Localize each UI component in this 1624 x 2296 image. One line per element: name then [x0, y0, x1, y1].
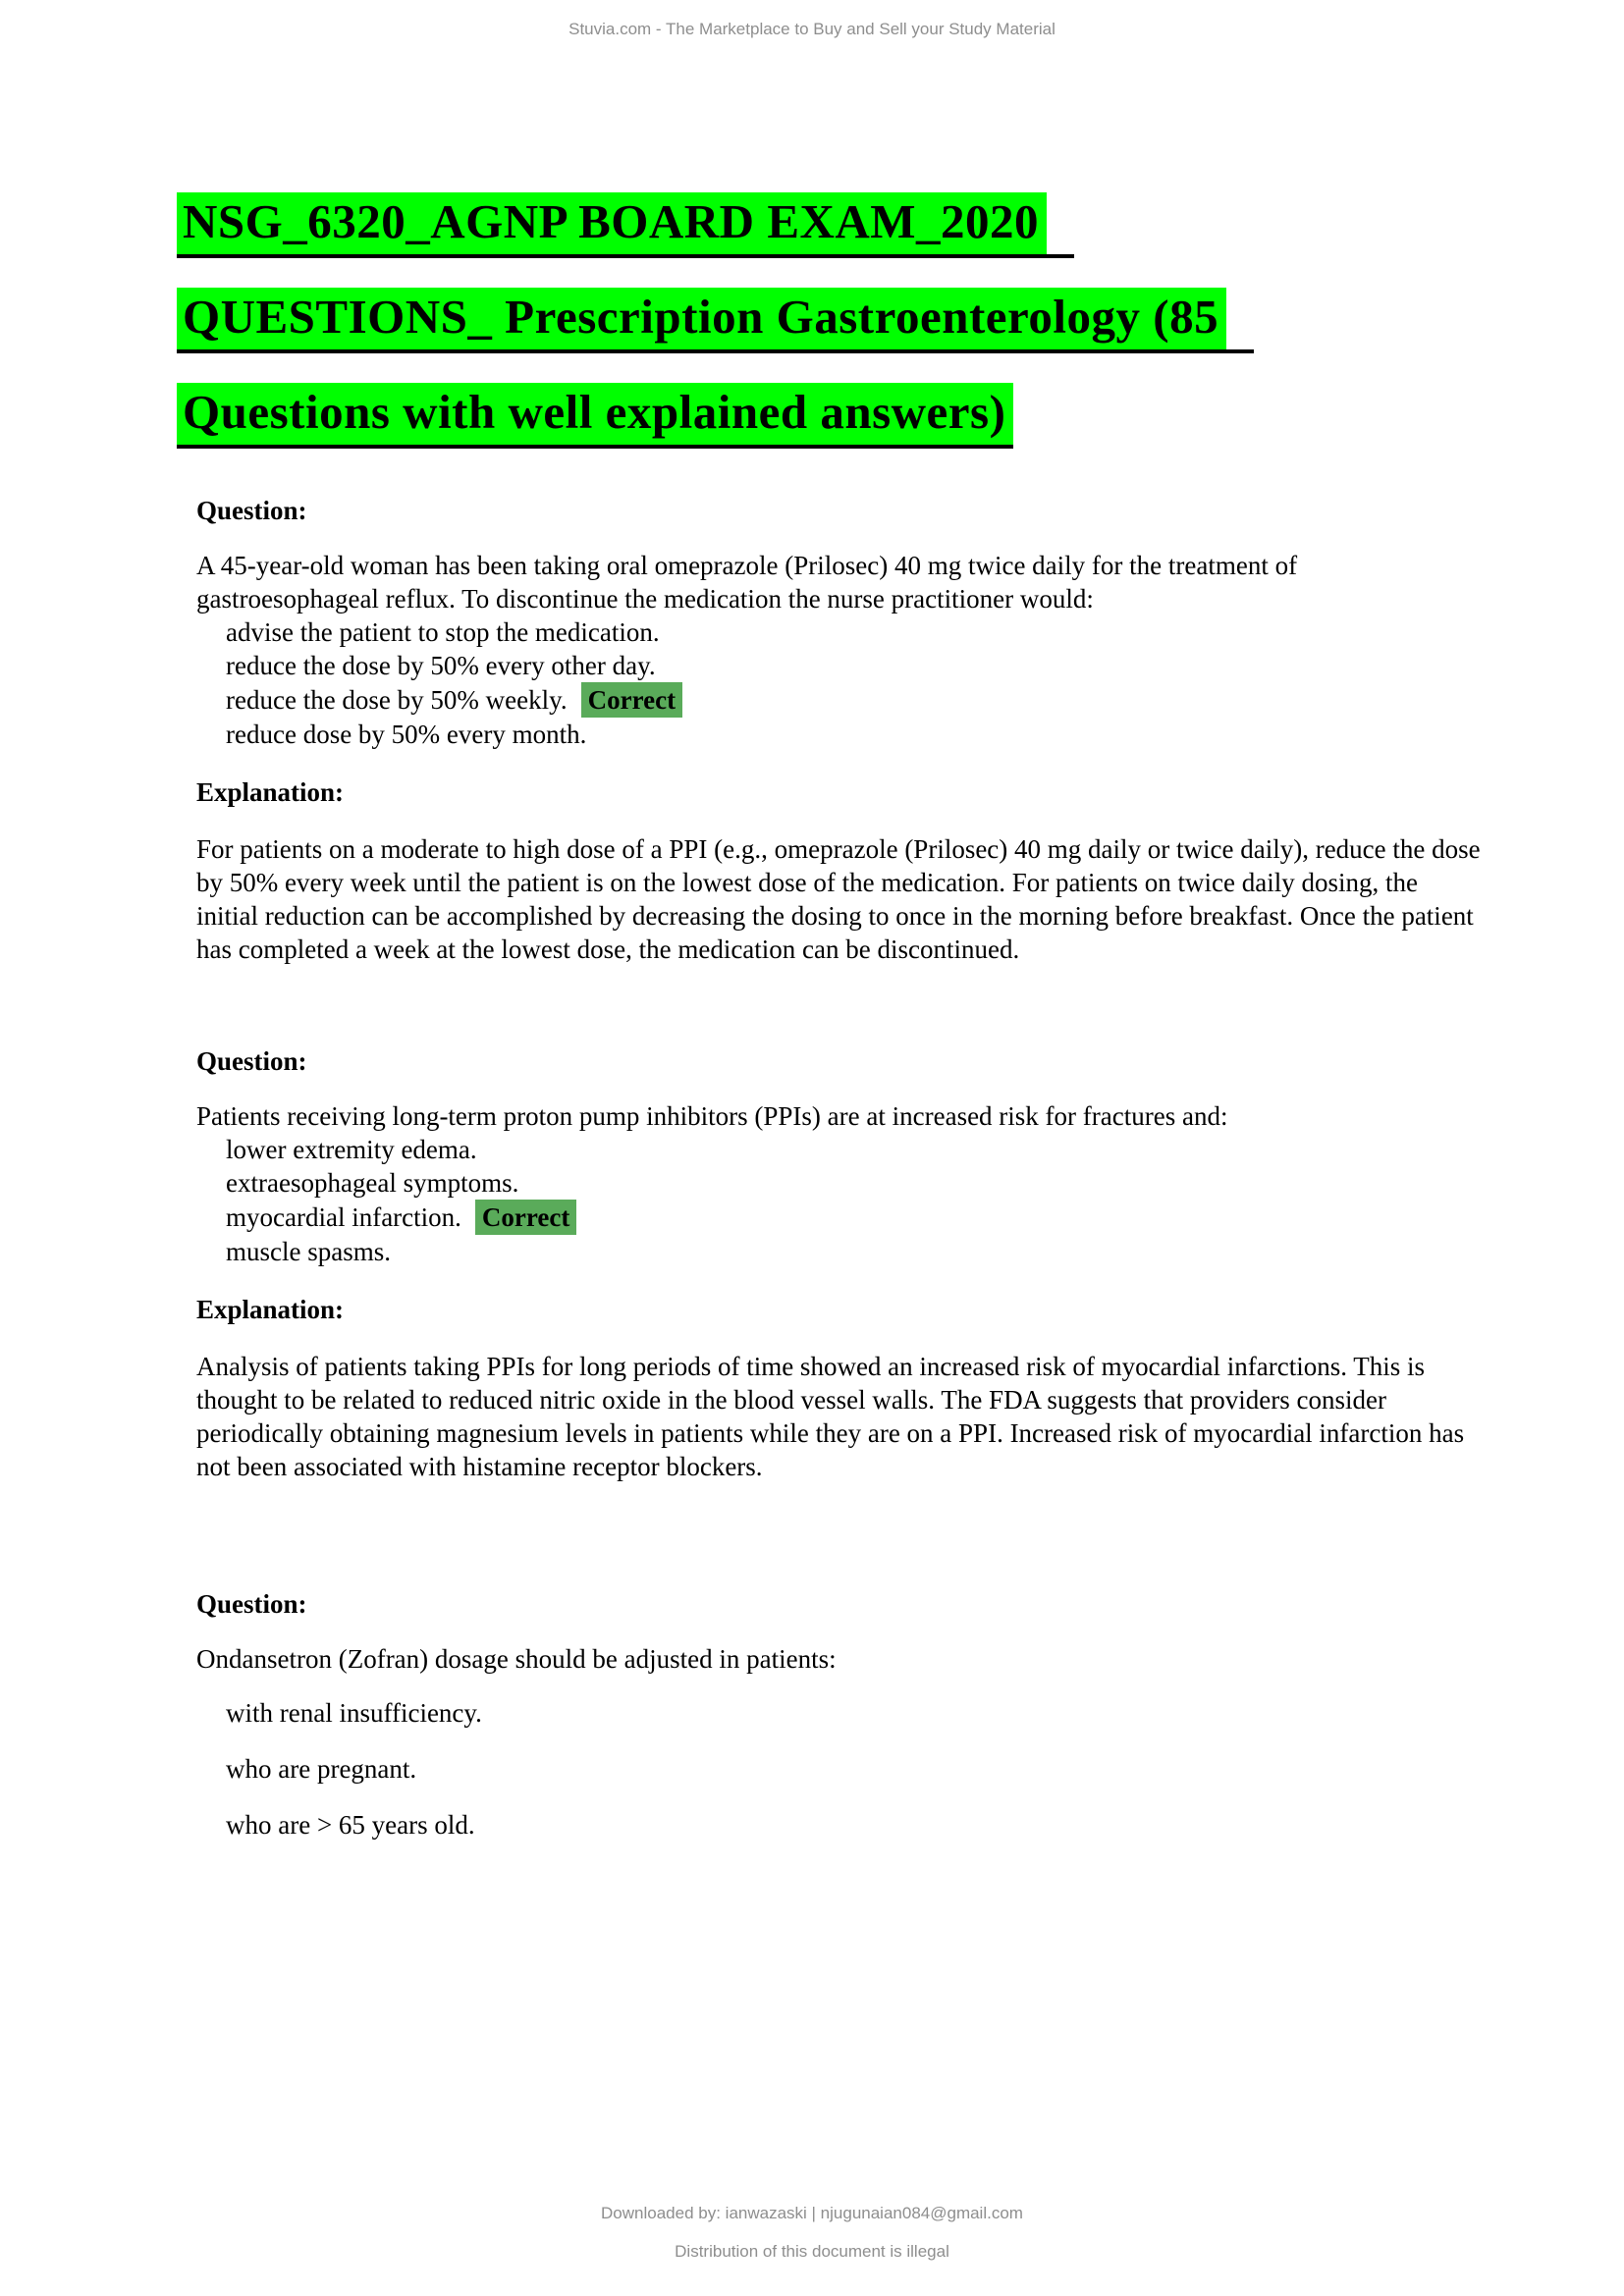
- correct-badge: Correct: [475, 1200, 576, 1235]
- answer-option-text: lower extremity edema.: [226, 1135, 477, 1164]
- answer-option: [226, 1235, 1481, 1268]
- answer-option-text: reduce the dose by 50% weekly.: [226, 685, 568, 715]
- answer-option-text: advise the patient to stop the medication.: [226, 617, 660, 647]
- question-prompt: A 45-year-old woman has been taking oral omeprazole (Prilosec) 40 mg twice daily for the treatment of gastroesophageal reflux. To discontinue the medication the nurse practitioner would:: [196, 551, 1298, 614]
- footer-distribution-notice: Distribution of this document is illegal: [675, 2242, 949, 2261]
- answer-option: [226, 718, 1481, 751]
- answer-options: [196, 615, 1481, 751]
- answer-option: [226, 1808, 1481, 1842]
- title-line: [177, 383, 1013, 449]
- answer-option-text: reduce the dose by 50% every other day.: [226, 651, 656, 680]
- answer-option: [226, 1133, 1481, 1166]
- title-line-3-text: Questions with well explained answers): [177, 383, 1013, 449]
- title-line: [177, 192, 1074, 258]
- title-underline-tail: [1047, 192, 1074, 258]
- answer-option-text: extraesophageal symptoms.: [226, 1168, 519, 1198]
- document-title: [177, 192, 1481, 449]
- answer-option-text: muscle spasms.: [226, 1237, 391, 1266]
- answer-option: [226, 1166, 1481, 1200]
- answer-option-text: who are > 65 years old.: [226, 1810, 475, 1840]
- explanation-text: For patients on a moderate to high dose of a PPI (e.g., omeprazole (Prilosec) 40 mg daily or twice daily), reduce the dose by 50% every week until the patient is on the lowest dose of the medication. For patients on twice daily dosing, the initial reduction can be accomplished by decreasing the dosing to once in the morning before breakfast. Once the patient has completed a week at the lowest dose, the medication can be discontinued.: [196, 834, 1481, 964]
- answer-option: [226, 615, 1481, 649]
- title-underline-tail: [1226, 288, 1254, 353]
- title-line-1-text: NSG_6320_AGNP BOARD EXAM_2020: [177, 192, 1047, 258]
- header-text: Stuvia.com - The Marketplace to Buy and Sell your Study Material: [568, 20, 1056, 38]
- question-prompt: Patients receiving long-term proton pump inhibitors (PPIs) are at increased risk for fractures and:: [196, 1101, 1228, 1131]
- document-content: [183, 192, 1481, 1866]
- explanation-text: Analysis of patients taking PPIs for long periods of time showed an increased risk of myocardial infarctions. This is thought to be related to reduced nitric oxide in the blood vessel walls. The FDA suggests that providers consider periodically obtaining magnesium levels in patients while they are on a PPI. Increased risk of myocardial infarction has not been associated with histamine receptor blockers.: [196, 1352, 1465, 1481]
- explanation-label: Explanation:: [196, 1295, 345, 1324]
- title-line-2-text: QUESTIONS_ Prescription Gastroenterology (85: [177, 288, 1226, 353]
- answer-options: [196, 1133, 1481, 1268]
- answer-option: [226, 682, 1481, 718]
- answer-option-text: who are pregnant.: [226, 1754, 417, 1784]
- question-label: Question:: [196, 496, 307, 525]
- answer-option-text: myocardial infarction.: [226, 1202, 461, 1232]
- question-prompt: Ondansetron (Zofran) dosage should be adjusted in patients:: [196, 1644, 837, 1674]
- answer-option: [226, 1696, 1481, 1730]
- title-line: [177, 288, 1254, 353]
- qa-block-1: [196, 494, 1481, 966]
- question-label: Question:: [196, 1046, 307, 1076]
- page-footer: [0, 2194, 1624, 2270]
- answer-option: [226, 649, 1481, 682]
- answer-option: [226, 1200, 1481, 1235]
- correct-badge: Correct: [581, 682, 682, 718]
- answer-option-text: reduce dose by 50% every month.: [226, 720, 587, 749]
- answer-option-text: with renal insufficiency.: [226, 1698, 482, 1728]
- answer-option: [226, 1752, 1481, 1786]
- page-header: [0, 20, 1624, 39]
- answer-options: [196, 1696, 1481, 1842]
- qa-block-3: [196, 1587, 1481, 1842]
- explanation-label: Explanation:: [196, 777, 345, 807]
- footer-downloaded-by: Downloaded by: ianwazaski | njugunaian084@gmail.com: [601, 2204, 1023, 2222]
- qa-block-2: [196, 1044, 1481, 1483]
- question-label: Question:: [196, 1589, 307, 1619]
